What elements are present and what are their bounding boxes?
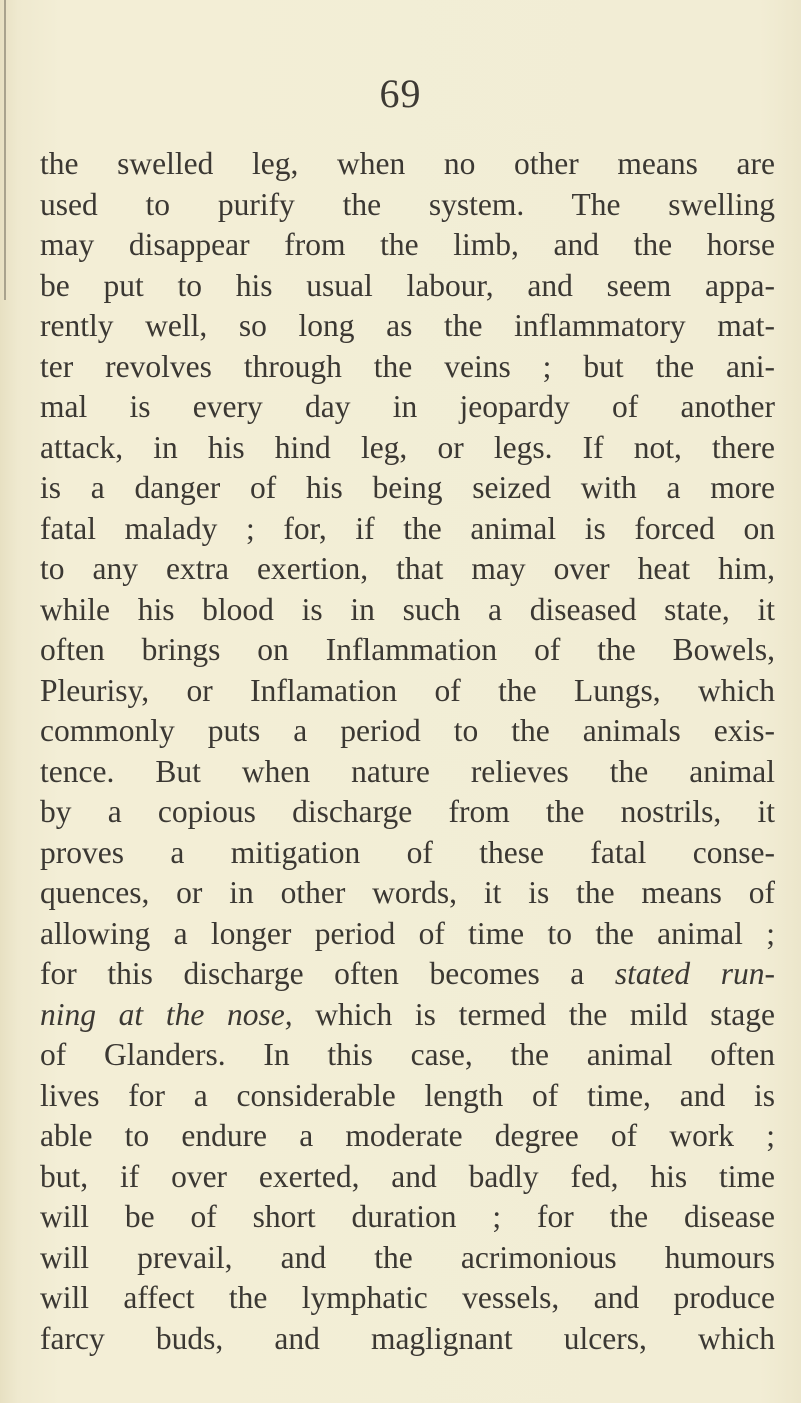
italic-phrase: stated run- [614,956,775,991]
text-line: tence. But when nature relieves the animal [40,753,775,789]
text-line: able to endure a moderate degree of work ; [40,1118,775,1153]
text-line-with-italic [40,954,775,995]
text-line: be put to his usual labour, and seem appa- [40,267,775,303]
text-line: mal is every day in jeopardy of another [40,389,775,424]
text-line: commonly puts a period to the animals exis- [40,713,775,748]
text-line: will affect the lymphatic vessels, and produce [40,1280,775,1315]
text-line: while his blood is in such a diseased state, it [40,591,775,627]
text-line: used to purify the system. The swelling [40,186,775,222]
text-line: Pleurisy, or Inflamation of the Lungs, which [40,672,775,708]
text-line: attack, in his hind leg, or legs. If not, there [40,429,775,465]
text-line: will prevail, and the acrimonious humours [40,1239,775,1275]
text-line: fatal malady ; for, if the animal is forced on [40,510,775,546]
text-line: lives for a considerable length of time, and is [40,1077,775,1113]
text-line: often brings on Inflammation of the Bowels, [40,632,775,667]
text-line: to any extra exertion, that may over heat him, [40,551,775,586]
text-line: but, if over exerted, and badly fed, his time [40,1158,775,1194]
text-line: of Glanders. In this case, the animal often [40,1037,775,1072]
text-line: rently well, so long as the inflammatory mat- [40,308,775,343]
text-line: quences, or in other words, it is the means of [40,875,775,910]
text-line: is a danger of his being seized with a more [40,470,775,505]
text-line: will be of short duration ; for the disease [40,1199,775,1234]
text-line: farcy buds, and maglignant ulcers, which [40,1320,775,1356]
page-edge-shadow [4,0,6,300]
text-line: proves a mitigation of these fatal conse- [40,834,775,870]
text-line: ter revolves through the veins ; but the ani- [40,348,775,384]
text-segment: for this discharge often becomes a [40,956,615,991]
text-line: may disappear from the limb, and the horse [40,227,775,262]
text-line-with-italic [40,995,775,1036]
text-segment: which is termed the mild stage [292,996,775,1032]
italic-phrase: ning at the nose, [40,996,293,1032]
text-line: the swelled leg, when no other means are [40,146,775,181]
text-line: by a copious discharge from the nostrils, it [40,794,775,829]
text-line: allowing a longer period of time to the animal ; [40,915,775,951]
page-number: 69 [379,71,422,116]
body-text [40,144,775,1359]
